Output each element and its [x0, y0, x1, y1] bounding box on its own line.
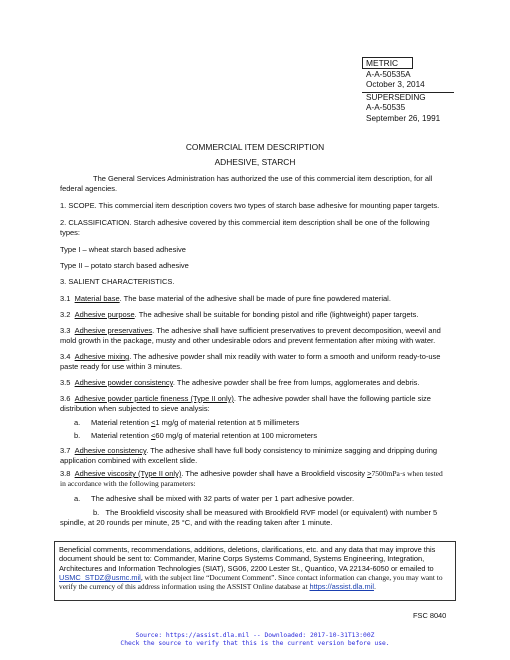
- email-link[interactable]: USMC_STDZ@usmc.mil: [59, 572, 141, 582]
- document-title: COMMERCIAL ITEM DESCRIPTION: [185, 142, 325, 152]
- heading-3-3: Adhesive preservatives: [74, 326, 153, 335]
- document-subtitle: ADHESIVE, STARCH: [214, 157, 296, 167]
- heading-3-5: Adhesive powder consistency: [74, 378, 173, 387]
- document-header-block: [362, 57, 457, 125]
- superseding-label: SUPERSEDING: [366, 92, 426, 102]
- intro-paragraph: The General Services Administration has authorized the use of this commercial item description, for all federal agencies.: [60, 174, 433, 193]
- fsc-code: FSC 8040: [413, 611, 447, 620]
- heading-3-2: Adhesive purpose: [74, 310, 135, 319]
- paragraph-3-3: 3.3 Adhesive preservatives. The adhesive shall have sufficient preservatives to prevent decomposition, weevil and mold growth in the package, musty and other undesirable odors and prevent fermentation after mixing with water.: [60, 326, 441, 345]
- assist-link[interactable]: https://assist.dla.mil: [309, 582, 374, 592]
- type-1-item: Type I – wheat starch based adhesive: [60, 245, 186, 254]
- comments-box: Beneficial comments, recommendations, additions, deletions, clarifications, etc. and any data that may improve this document should be sent to: Commander, Marine Corps Systems Command, Systems Engineering, Integration, Architectures and Information Technologies (SIAT), SG06, 2200 Lester St., Quantico, VA 22134-6050 or emailed to USMC_STDZ@usmc.mil, with the subject line “Document Comment”. Since contact information can change, you may want to verify the currency of this address information using the ASSIST Online database at https://assist.dla.mil.: [54, 541, 456, 601]
- paragraph-3-5: 3.5 Adhesive powder consistency. The adhesive powder shall be free from lumps, agglomerates and debris.: [60, 378, 420, 387]
- superseded-date: September 26, 1991: [366, 113, 441, 123]
- document-number: A-A-50535A: [366, 69, 411, 79]
- list-item-3-6-b: b. Material retention <60 mg/g of material retention at 100 micrometers: [74, 431, 318, 440]
- list-item-3-6-a: a. Material retention <1 mg/g of material retention at 5 millimeters: [74, 418, 300, 427]
- section-classification: 2. CLASSIFICATION. Starch adhesive covered by this commercial item description shall be one of the following types:: [60, 218, 430, 237]
- paragraph-3-4: 3.4 Adhesive mixing. The adhesive powder shall mix readily with water to form a smooth and uniform ready-to-use paste ready for use within 3 minutes.: [60, 352, 441, 371]
- heading-3-7: Adhesive consistency: [74, 446, 147, 455]
- heading-3-1: Material base: [74, 294, 120, 303]
- section-salient: 3. SALIENT CHARACTERISTICS.: [60, 277, 175, 286]
- paragraph-3-2: 3.2 Adhesive purpose. The adhesive shall be suitable for bonding pistol and rifle (lightweight) paper targets.: [60, 310, 419, 319]
- heading-3-8: Adhesive viscosity (Type II only): [74, 469, 182, 478]
- list-item-3-8-b: b. The Brookfield viscosity shall be measured with Brookfield RVF model (or equivalent) with number 5 spindle, at 20 rounds per minute, 25 °C, and with the reading taken after 1 minute.: [60, 508, 438, 527]
- paragraph-3-8: 3.8 Adhesive viscosity (Type II only). The adhesive powder shall have a Brookfield viscosity >7500mPa·s when tested in accordance with the following parameters:: [60, 469, 443, 488]
- paragraph-3-7: 3.7 Adhesive consistency. The adhesive shall have full body consistency to minimize sagging and dripping during application combined with excellent slide.: [60, 446, 438, 465]
- superseded-number: A-A-50535: [366, 103, 406, 113]
- verify-source-note: Check the source to verify that this is the current version before use.: [120, 640, 390, 647]
- heading-3-6: Adhesive powder particle fineness (Type II only): [74, 394, 234, 403]
- paragraph-3-6: 3.6 Adhesive powder particle fineness (Type II only). The adhesive powder shall have the following particle size distribution when subjected to sieve analysis:: [60, 394, 431, 413]
- document-date: October 3, 2014: [366, 80, 425, 90]
- source-line: Source: https://assist.dla.mil -- Downloaded: 2017-10-31T13:00Z: [135, 632, 375, 639]
- type-2-item: Type II – potato starch based adhesive: [60, 261, 189, 270]
- metric-label: METRIC: [362, 57, 413, 69]
- section-scope: 1. SCOPE. This commercial item description covers two types of starch base adhesive for mounting paper targets.: [60, 201, 440, 210]
- list-item-3-8-a: a. The adhesive shall be mixed with 32 parts of water per 1 part adhesive powder.: [74, 494, 355, 503]
- paragraph-3-1: 3.1 Material base. The base material of the adhesive shall be made of pure fine powdered material.: [60, 294, 391, 303]
- heading-3-4: Adhesive mixing: [74, 352, 130, 361]
